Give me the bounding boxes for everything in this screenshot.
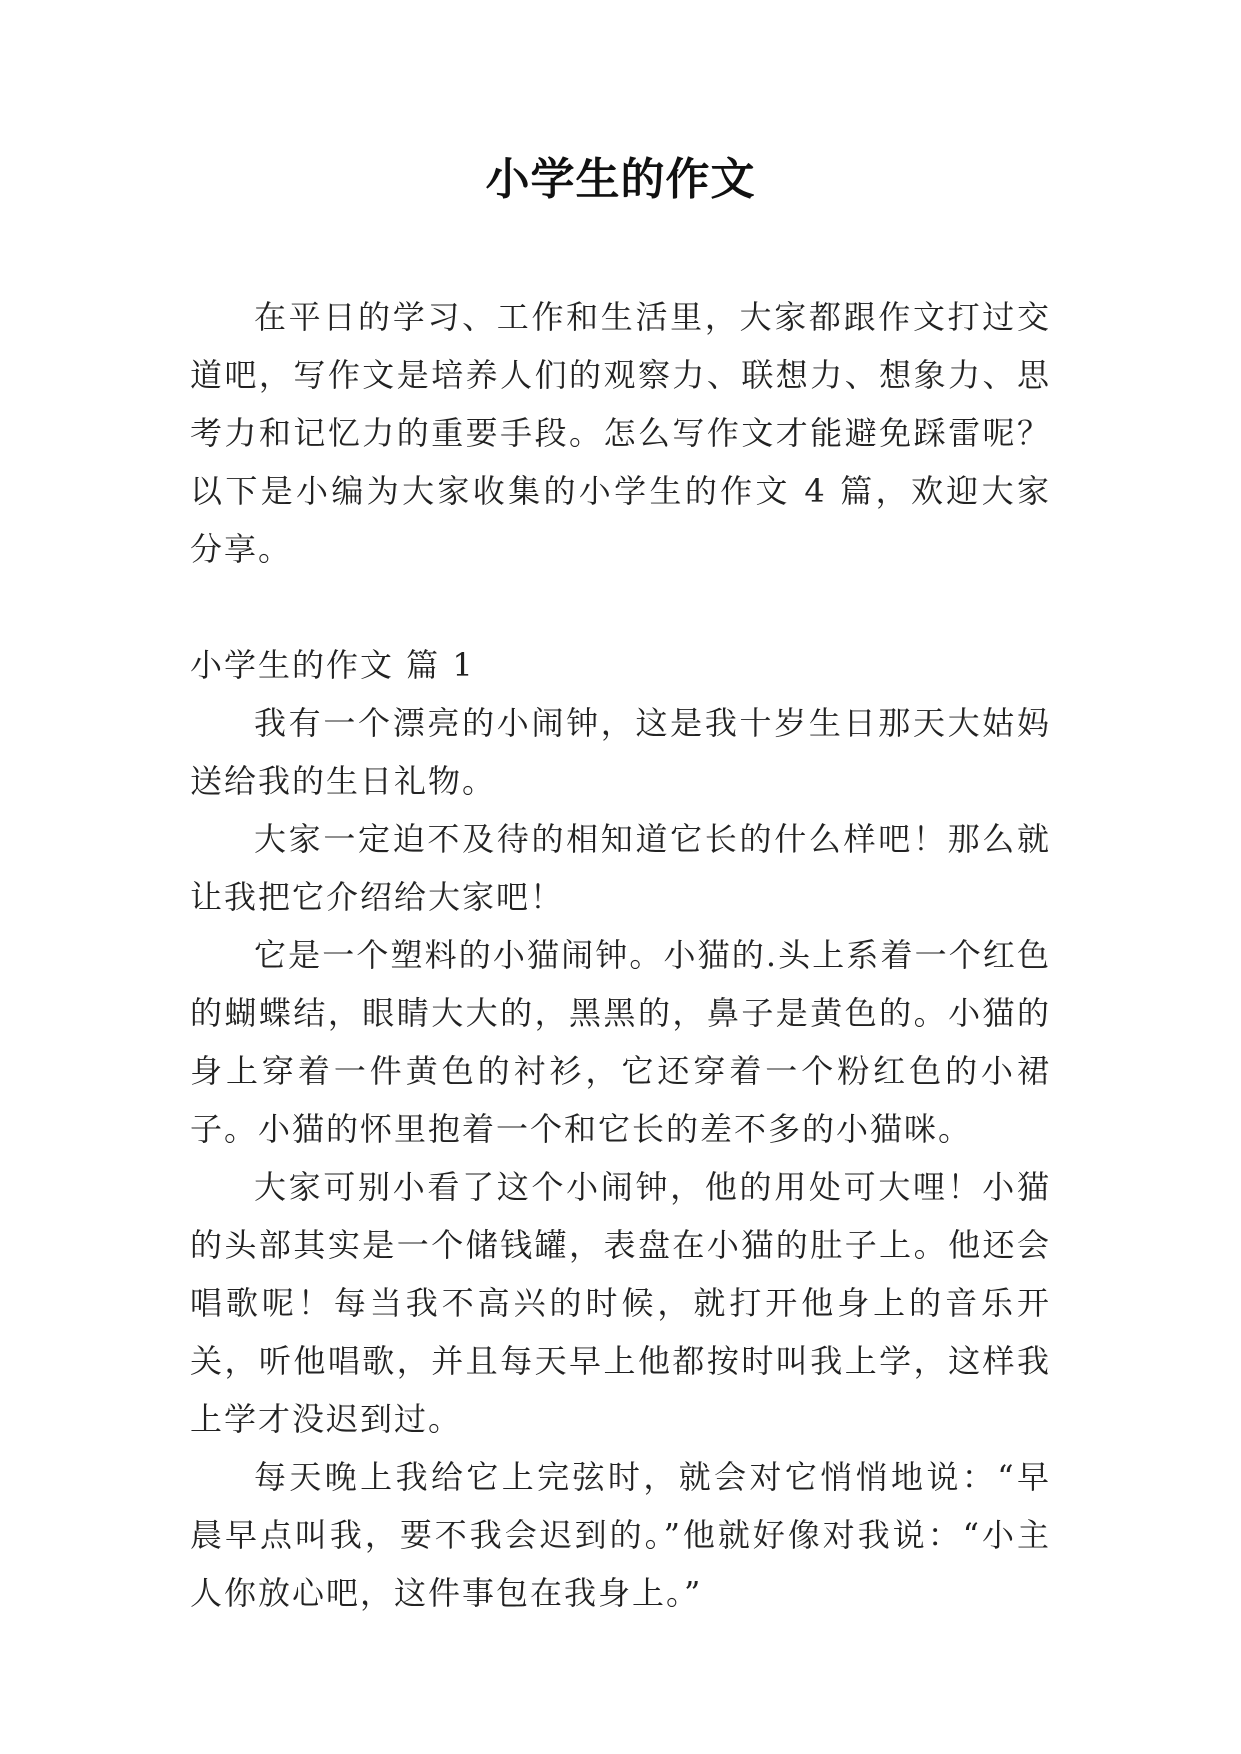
body-paragraph: 每天晚上我给它上完弦时，就会对它悄悄地说：“早晨早点叫我，要不我会迟到的。”他就好像对我说：“小主人你放心吧，这件事包在我身上。”: [190, 1458, 1051, 1612]
intro-paragraph: 在平日的学习、工作和生活里，大家都跟作文打过交道吧，写作文是培养人们的观察力、联想力、想象力、思考力和记忆力的重要手段。怎么写作文才能避免踩雷呢？以下是小编为大家收集的小学生的作文 4 篇，欢迎大家分享。: [190, 298, 1051, 568]
document-body: [190, 288, 1051, 1622]
document-title: 小学生的作文: [485, 154, 756, 205]
section-heading: 小学生的作文 篇 1: [190, 646, 475, 684]
body-paragraph: 大家可别小看了这个小闹钟，他的用处可大哩！小猫的头部其实是一个储钱罐，表盘在小猫的肚子上。他还会唱歌呢！每当我不高兴的时候，就打开他身上的音乐开关，听他唱歌，并且每天早上他都按时叫我上学，这样我上学才没迟到过。: [190, 1168, 1051, 1438]
body-paragraph: 大家一定迫不及待的相知道它长的什么样吧！那么就让我把它介绍给大家吧！: [190, 820, 1051, 916]
body-paragraph: 它是一个塑料的小猫闹钟。小猫的.头上系着一个红色的蝴蝶结，眼睛大大的，黑黑的，鼻子是黄色的。小猫的身上穿着一件黄色的衬衫，它还穿着一个粉红色的小裙子。小猫的怀里抱着一个和它长的差不多的小猫咪。: [190, 936, 1051, 1148]
body-paragraph: 我有一个漂亮的小闹钟，这是我十岁生日那天大姑妈送给我的生日礼物。: [190, 704, 1051, 800]
